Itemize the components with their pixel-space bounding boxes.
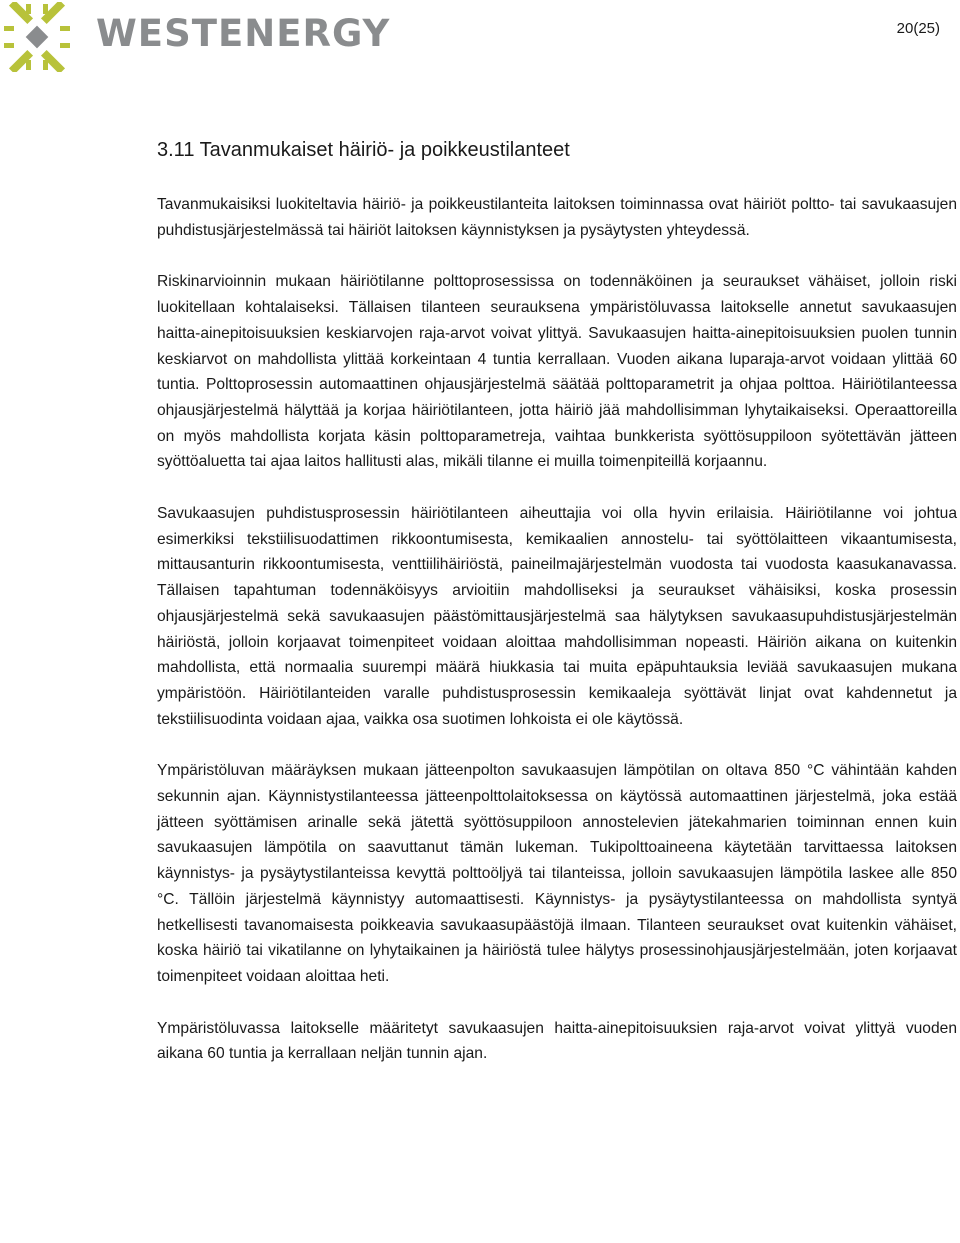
- paragraph-5: Ympäristöluvassa laitokselle määritetyt savukaasujen haitta-ainepitoisuuksien raja-arvot voivat ylittyä vuoden aikana 60 tuntia ja kerrallaan neljän tunnin ajan.: [157, 1019, 957, 1063]
- paragraph-1: Tavanmukaisiksi luokiteltavia häiriö- ja poikkeustilanteita laitoksen toiminnassa ovat häiriöt poltto- tai savukaasujen puhdistusjärjestelmässä tai häiriöt laitoksen käynnistyksen ja pysäytysten yhteydessä.: [157, 196, 957, 239]
- paragraph-2: Riskinarvioinnin mukaan häiriötilanne polttoprosessissa on todennäköinen ja seuraukset vähäiset, jolloin riski luokitellaan kohtalaiseksi. Tällaisen tilanteen seurauksena ympäristöluvassa laitokselle annetut savukaasujen haitta-ainepitoisuuksien keskiarvojen raja-arvot voivat ylittyä. Savukaasujen haitta-ainepitoisuuksien puolen tunnin keskiarvot on mahdollista ylittää korkeintaan 4 tuntia kerrallaan. Vuoden aikana luparaja-arvot voidaan ylittää 60 tuntia. Polttoprosessin automaattinen ohjausjärjestelmä säätää polttoparametrit ja ohjaa polttoa. Häiriötilanteessa ohjausjärjestelmä hälyttää ja korjaa häiriötilanteen, jotta häiriö jää mahdollisimman lyhytaikaiseksi. Operaattoreilla on myös mahdollista korjata käsin polttoparametreja, vaihtaa bunkkerista syöttösuppiloon syötettävän jätteen syöttöaluetta tai ajaa laitos hallitusti alas, mikäli tilanne ei muilla toimenpiteillä korjaannu.: [157, 273, 957, 471]
- document-body: [157, 135, 957, 1093]
- company-logo-text: WESTENERGY: [96, 12, 391, 55]
- page-number: 20(25): [896, 20, 940, 37]
- paragraph-4: Ympäristöluvan määräyksen mukaan jätteenpolton savukaasujen lämpötilan on oltava 850 °C vähintään kahden sekunnin ajan. Käynnistystilanteessa jätteenpolttolaitoksessa on käytössä automaattinen järjestelmä, joka estää jätteen syöttämisen arinalle sekä jätettä syöttösuppiloon annostelevien jätekahmarien toiminnan ennen kuin savukaasujen lämpötila on saavuttanut tämän lukeman. Tukipolttoaineena käytetään tarvittaessa laitoksen käynnistys- ja pysäytystilanteissa kevyttä polttoöljyä tai tilanteissa, jolloin savukaasujen lämpötila laskee alle 850 °C. Tällöin järjestelmä käynnistyy automaattisesti. Käynnistys- ja pysäytystilanteessa on mahdollista syntyä hetkellisesti tavanomaisesta poikkeavia savukaasupäästöjä ilmaan. Tilanteen seuraukset ovat kuitenkin vähäiset, koska häiriö tai vikatilanne on lyhytaikainen ja häiriöstä tulee hälytys prosessinohjausjärjestelmään, joten korjaavat toimenpiteet voidaan aloittaa heti.: [157, 762, 957, 985]
- paragraph-3: Savukaasujen puhdistusprosessin häiriötilanteen aiheuttajia voi olla hyvin erilaisia. Häiriötilanne voi johtua esimerkiksi tekstiilisuodattimen rikkoontumisesta, kemikaalien annostelu- tai syöttölaitteen vikaantumisesta, mittausanturin rikkoontumisesta, venttiilihäiriöstä, paineilmajärjestelmän vuodosta tai vuodosta kaasukanavassa. Tällaisen tapahtuman todennäköisyys arvioitiin mahdolliseksi ja seuraukset vähäisiksi, koska prosessin ohjausjärjestelmä sekä savukaasujen päästömittausjärjestelmä saa hälytyksen savukaasupuhdistusjärjestelmän häiriöstä, jolloin korjaavat toimenpiteet voidaan aloittaa mahdollisimman nopeasti. Häiriön aikana on kuitenkin mahdollista, että normaalia suurempi määrä hiukkasia tai muita epäpuhtauksia leviää savukaasujen mukana ympäristöön. Häiriötilanteiden varalle puhdistusprosessin kemikaaleja syöttävät linjat ovat kahdennetut ja tekstiilisuodinta voidaan ajaa, vaikka osa suotimen lohkoista ei ole käytössä.: [157, 505, 957, 728]
- westenergy-logo-icon: [2, 2, 72, 72]
- page-header: [0, 0, 960, 70]
- section-heading: 3.11 Tavanmukaiset häiriö- ja poikkeustilanteet: [157, 139, 570, 161]
